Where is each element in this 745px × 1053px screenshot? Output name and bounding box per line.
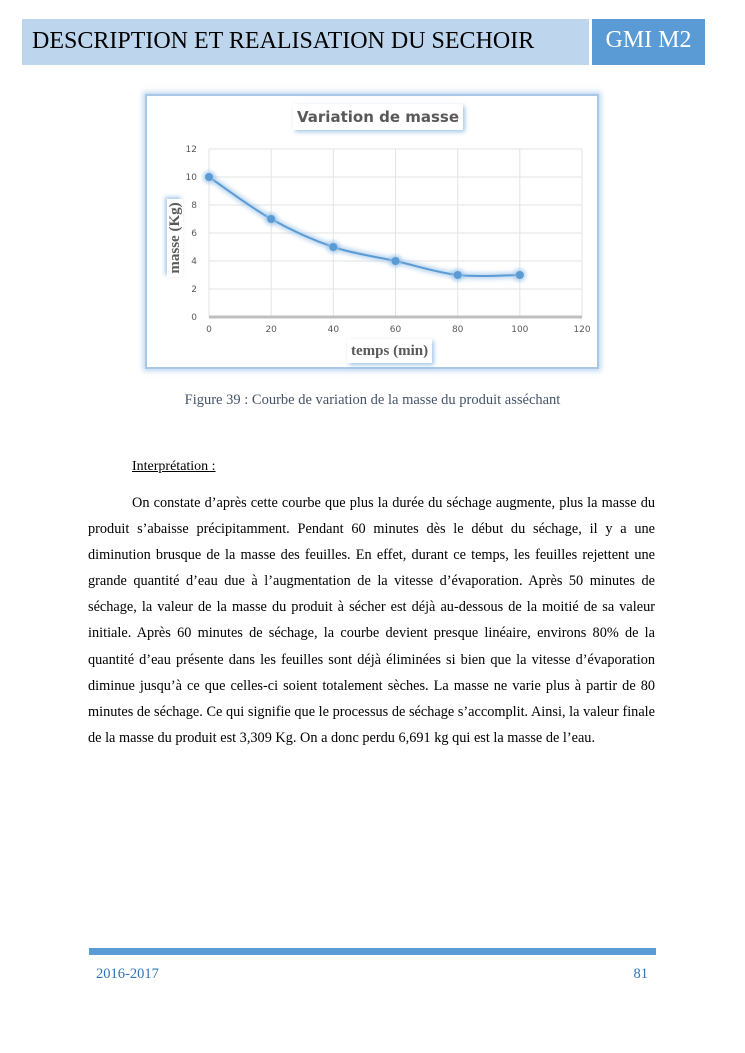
chart-container bbox=[145, 94, 599, 369]
x-tick-label: 0 bbox=[206, 325, 212, 335]
y-tick-label: 12 bbox=[185, 145, 197, 155]
y-tick-label: 0 bbox=[191, 313, 197, 323]
y-tick-label: 8 bbox=[191, 201, 197, 211]
y-tick-label: 10 bbox=[185, 173, 197, 183]
header-badge: GMI M2 bbox=[592, 19, 705, 65]
header-title: DESCRIPTION ET REALISATION DU SECHOIR bbox=[22, 19, 589, 65]
y-tick-label: 4 bbox=[191, 257, 197, 267]
data-point bbox=[454, 271, 462, 279]
x-tick-label: 20 bbox=[265, 325, 277, 335]
footer-year: 2016-2017 bbox=[96, 966, 159, 982]
data-point bbox=[267, 215, 275, 223]
y-tick-label: 6 bbox=[191, 229, 197, 239]
figure-caption: Figure 39 : Courbe de variation de la masse du produit asséchant bbox=[184, 392, 561, 408]
x-tick-label: 100 bbox=[511, 325, 529, 335]
x-tick-label: 120 bbox=[573, 325, 591, 335]
section-heading: Interprétation : bbox=[132, 459, 216, 474]
data-point bbox=[329, 243, 337, 251]
data-point bbox=[392, 257, 400, 265]
body-paragraph: On constate d’après cette courbe que plus la durée du séchage augmente, plus la masse du produit s’abaisse précipitamment. Pendant 60 minutes dès le début du séchage, il y a une diminution brusque de la masse des feuilles. En effet, durant ce temps, les feuilles rejettent une grande quantité d’eau due à l’augmentation de la vitesse d’évaporation. Après 50 minutes de séchage, la valeur de la masse du produit à sécher est déjà au-dessous de la moitié de sa valeur initiale. Après 60 minutes de séchage, la courbe devient presque linéaire, environs 80% de la quantité d’eau présente dans les feuilles sont déjà éliminées si bien que la vitesse d’évaporation diminue jusqu’à ce que celles-ci soient totalement sèches. La masse ne varie plus à partir de 80 minutes de séchage. Ce qui signifie que le processus de séchage s’accomplit. Ainsi, la valeur finale de la masse du produit est 3,309 Kg. On a donc perdu 6,691 kg qui est la masse de l’eau. bbox=[88, 495, 655, 746]
x-tick-label: 40 bbox=[327, 325, 340, 335]
data-point bbox=[205, 173, 213, 181]
y-tick-label: 2 bbox=[191, 285, 197, 295]
data-point bbox=[516, 271, 524, 279]
x-tick-label: 80 bbox=[451, 325, 464, 335]
line-chart bbox=[147, 96, 597, 367]
chart-title: Variation de masse bbox=[293, 104, 463, 130]
y-axis-label bbox=[164, 178, 186, 298]
x-axis-label: temps (min) bbox=[347, 339, 432, 363]
page-number: 81 bbox=[633, 966, 648, 982]
x-tick-label: 60 bbox=[389, 325, 402, 335]
footer-divider bbox=[89, 948, 656, 955]
y-axis-label-text: masse (Kg) bbox=[167, 199, 183, 276]
